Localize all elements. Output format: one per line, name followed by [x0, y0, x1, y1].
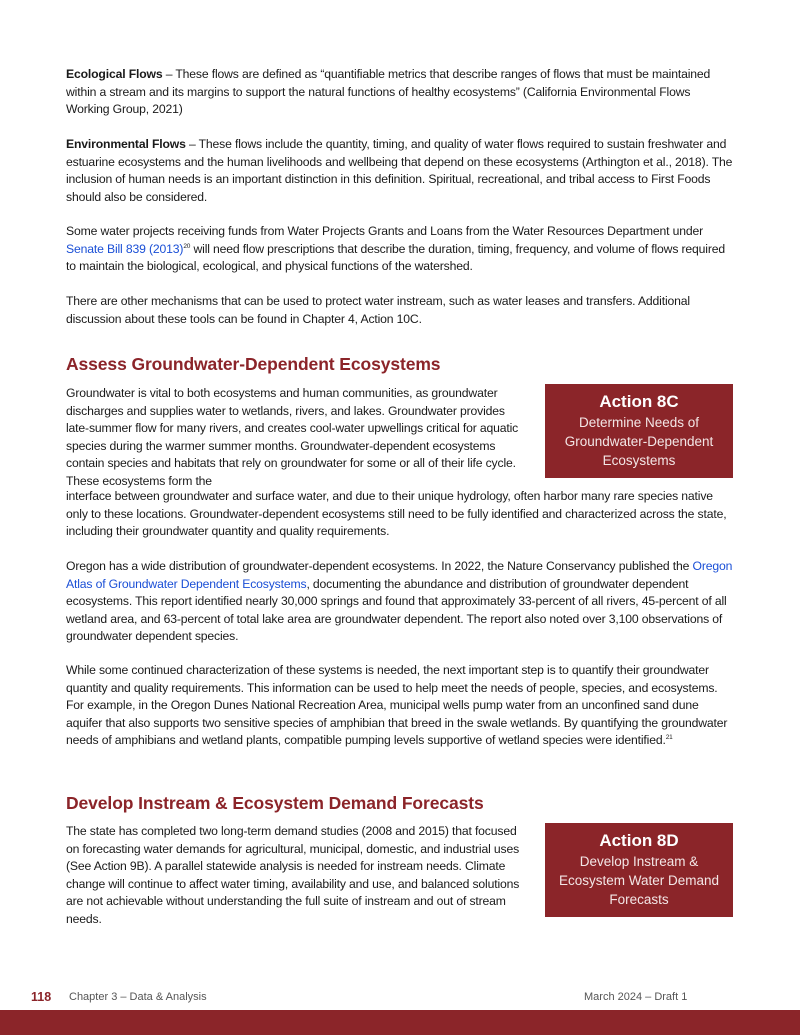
footer-bar [0, 1010, 800, 1035]
action-subtitle: Develop Instream & Ecosystem Water Demand Forecasts [558, 854, 720, 907]
action-box-8d [545, 823, 733, 917]
term-environmental-flows: Environmental Flows [66, 137, 186, 151]
paragraph-quantify [66, 662, 734, 750]
paragraph-oregon-atlas [66, 558, 734, 646]
action-title: Action 8C [599, 392, 679, 411]
term-ecological-flows: Ecological Flows [66, 67, 163, 81]
page-number: 118 [31, 990, 52, 1004]
text: While some continued characterization of these systems is needed, the next important step is to quantify their groundwater quantity and quality requirements. This information can be used to help meet the needs of people, species, and ecosystems. For example, in the Oregon Dunes National Recreation Area, municipal wells pump water from an unconfined sand dune aquifer that also supports two sensitive species of amphibian that breed in the swale wetlands. By quantifying the groundwater needs of amphibians and wetland plants, compatible pumping levels supportive of wetland species were identified. [66, 663, 728, 748]
paragraph-other-mechanisms: There are other mechanisms that can be used to protect water instream, such as water leases and transfers. Additional discussion about these tools can be found in Chapter 4, Action 10C. [66, 294, 690, 326]
section-heading-demand-forecasts: Develop Instream & Ecosystem Demand Forecasts [66, 793, 484, 813]
paragraph-environmental-flows [66, 136, 734, 206]
action-title: Action 8D [599, 831, 679, 850]
paragraph-groundwater-intro-continued: interface between groundwater and surface water, and due to their unique hydrology, often harbor many rare species native only to these locations. Groundwater-dependent ecosystems still need to be fully identified and characterized across the state, including their groundwater quantity and quality requirements. [66, 489, 727, 539]
definition-text: – These flows include the quantity, timing, and quality of water flows required to sustain freshwater and estuarine ecosystems and the human livelihoods and wellbeing that depend on these ecosystems (Arthington et al., 2018). The inclusion of human needs is an important distinction in this definition. Spiritual, recreational, and tribal access to First Foods should also be considered. [66, 137, 733, 204]
text: Oregon has a wide distribution of groundwater-dependent ecosystems. In 2022, the Nature Conservancy published the [66, 559, 693, 573]
paragraph-demand-intro: The state has completed two long-term demand studies (2008 and 2015) that focused on forecasting water demands for agricultural, municipal, domestic, and industrial uses (See Action 9B). A parallel statewide analysis is needed for instream needs. Climate change will continue to affect water timing, availability and use, and balanced solutions are not achievable without understanding the full suite of instream and out of stream needs. [66, 824, 520, 926]
paragraph-ecological-flows [66, 66, 734, 119]
footnote-ref[interactable]: 20 [183, 242, 191, 250]
definition-text: – These flows are defined as “quantifiable metrics that describe ranges of flows that must be maintained within a stream and its margins to support the natural functions of healthy ecosystems” (California Environmental Flows Working Group, 2021) [66, 67, 711, 117]
text: Some water projects receiving funds from Water Projects Grants and Loans from the Water Resources Department under [66, 224, 704, 238]
senate-bill-link[interactable]: Senate Bill 839 (2013) [66, 241, 184, 256]
paragraph-groundwater-intro: Groundwater is vital to both ecosystems and human communities, as groundwater discharges and supplies water to wetlands, rivers, and lakes. Groundwater provides late-summer flow for many rivers, and creates cool-water upwellings critical for aquatic species during the warmer summer months. Groundwater-dependent ecosystems contain species and habitats that rely on groundwater for some or all of their life cycle. These ecosystems form the [66, 386, 519, 488]
oregon-atlas-link[interactable]: Oregon Atlas of Groundwater Dependent Ecosystems [66, 559, 733, 591]
section-heading-groundwater: Assess Groundwater-Dependent Ecosystems [66, 354, 441, 374]
action-subtitle: Determine Needs of Groundwater-Dependent Ecosystems [564, 415, 714, 468]
action-box-8c [545, 384, 733, 478]
footnote-ref[interactable]: 21 [665, 734, 673, 742]
footer-chapter: Chapter 3 – Data & Analysis [69, 991, 207, 1003]
text: will need flow prescriptions that describe the duration, timing, frequency, and volume of flows required to maintain the biological, ecological, and physical functions of the watershed. [66, 241, 726, 274]
paragraph-water-projects [66, 223, 734, 276]
text: , documenting the abundance and distribution of groundwater dependent ecosystems. This report identified nearly 30,000 springs and found that approximately 33-percent of all rivers, 45-percent of all wetland area, and 63-percent of total lake area are groundwater dependent. The report also noted over 3,100 observations of groundwater dependent species. [66, 576, 727, 644]
footer-date: March 2024 – Draft 1 [584, 991, 688, 1003]
